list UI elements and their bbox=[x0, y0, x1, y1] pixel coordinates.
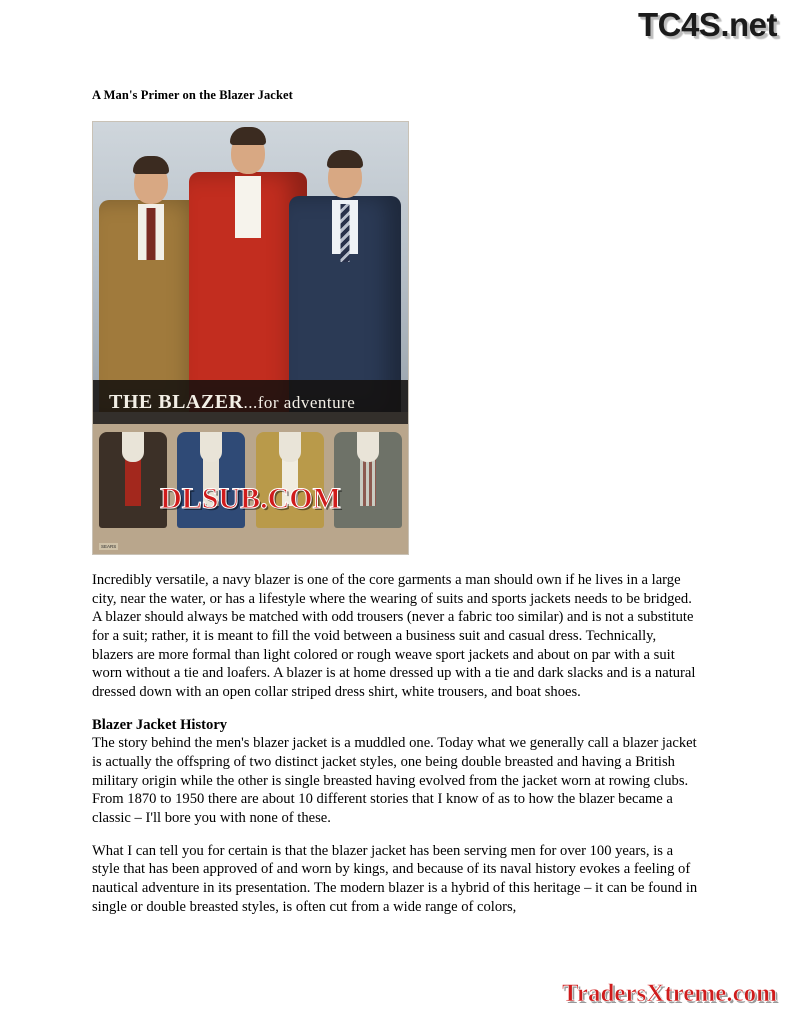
striped-tie bbox=[341, 204, 350, 262]
jacket-collar bbox=[200, 432, 222, 462]
section-heading-history: Blazer Jacket History bbox=[92, 716, 228, 733]
jacket-swatch-1 bbox=[99, 432, 167, 528]
jacket-collar bbox=[122, 432, 144, 462]
model-figure-right bbox=[289, 146, 401, 412]
watermark-image-center: DLSUB.COM bbox=[160, 482, 341, 515]
blazer-advertisement-image bbox=[92, 121, 409, 555]
ad-headline-bold: THE BLAZER bbox=[109, 390, 244, 413]
page-title: A Man's Primer on the Blazer Jacket bbox=[92, 88, 293, 102]
hair bbox=[133, 156, 169, 174]
intro-paragraph: Incredibly versatile, a navy blazer is one of the core garments a man should own if he lives in a large city, near the water, or has a lifestyle where the wearing of suits and sports jackets needs to be bridged. A blazer should always be matched with odd trousers (never a fabric too similar) and is not a substitute for a suit; rather, it is meant to fill the void between a business suit and casual dress. Technically, blazers are more formal than light colored or rough weave sport jackets and about on par with a suit worn without a tie and loafers. A blazer is at home dressed up with a tie and dark slacks and is a natural dressed down with an open collar striped dress shirt, white trousers, and boat shoes. bbox=[92, 572, 696, 701]
history-paragraph-2: What I can tell you for certain is that the blazer jacket has been serving men for over 100 years, is a style that has been approved of and worn by kings, and because of its naval history evokes a feeling of nautical adventure in its presentation. The modern blazer is a hybrid of this heritage – it can be found in single or double breasted styles, is often cut from a wide range of colors, bbox=[92, 842, 698, 915]
ad-brand-tag: SEARS bbox=[101, 544, 117, 549]
ad-headline-rest: ...for adventure bbox=[243, 392, 356, 412]
tie bbox=[147, 208, 156, 260]
model-figure-left bbox=[99, 154, 203, 412]
hair bbox=[327, 150, 363, 168]
shirt bbox=[235, 176, 261, 238]
ad-headline-banner bbox=[93, 380, 408, 424]
watermark-top-right: TC4S.net bbox=[637, 6, 777, 43]
document-page bbox=[92, 88, 698, 930]
history-paragraph-1: The story behind the men's blazer jacket is a muddled one. Today what we generally call a blazer jacket is actually the offspring of two distinct jacket styles, one being double breasted and having a British military origin while the other is single breasted having evolved from the jacket worn at rowing clubs. From 1870 to 1950 there are about 10 different stories that I know of as to how the blazer became a classic – I'll bore you with none of these. bbox=[92, 735, 697, 827]
ad-photo-models bbox=[93, 122, 408, 412]
jacket-swatch-4 bbox=[334, 432, 402, 528]
ad-headline bbox=[109, 391, 355, 414]
jacket-collar bbox=[279, 432, 301, 462]
watermark-bottom-right: TradersXtreme.com bbox=[562, 980, 777, 1007]
hair bbox=[230, 127, 266, 145]
jacket-collar bbox=[357, 432, 379, 462]
